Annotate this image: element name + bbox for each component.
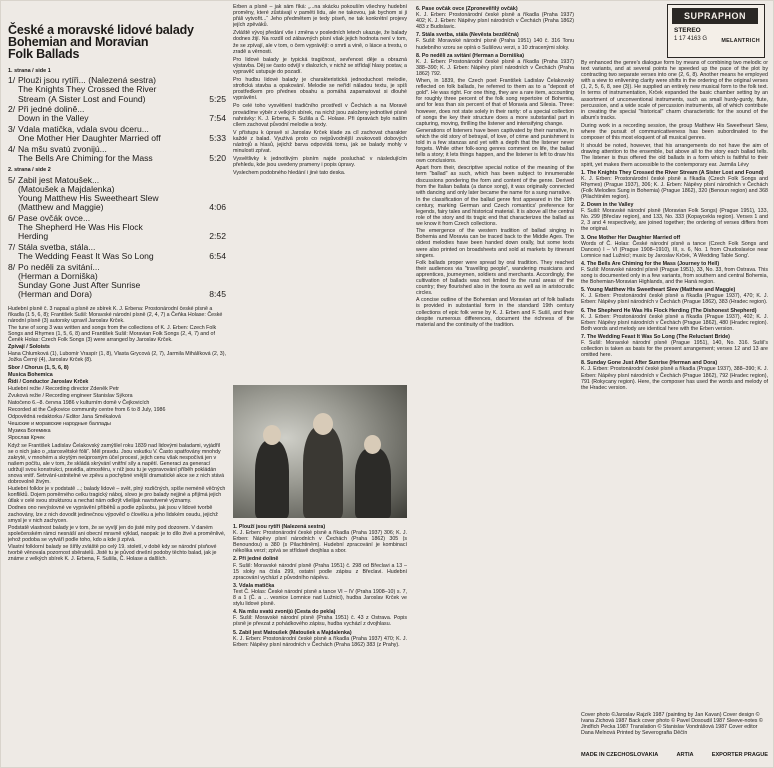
note-paragraph: Dodnes ono nevýslovné ve vyprávění příběhů a podle způsobu, jak jsou v lidové tvorbě zachovány, lze z nich dovodit jedinečnou výpověď o člověku a jeho lidském osudu, jejichž smysl je v nich zachycen. — [8, 505, 218, 524]
track-row — [8, 263, 226, 300]
track-title-line: (Matthew and Maggie) — [18, 202, 104, 213]
note-heading: 5. Young Matthew His Sweetheart Slew (Matthew and Maggie) — [581, 287, 736, 294]
note-body: F. Sušil: Moravské národní písně (Praha 1951) 140 č. 316 Tonu hudebního vzoru se opírá o Sušilovu verzi, s 10 ztracenými sloky. — [416, 38, 574, 51]
essay-paragraph: Vyslechem podobného hledání i jiné tato deska. — [233, 170, 346, 177]
czech-essay — [233, 4, 407, 176]
note-paragraph: The tune of song 3 was written and songs from the collections of K. J. Erben: Czech Folk Songs and Rhymes (1, 5, 6, 8) and František Sušil: Moravian Folk Songs (2, 4, 7) and of Čeněk Holas: Czech Folk Songs (3) were arranged by Jaroslav Krček. — [8, 324, 217, 344]
track-row — [8, 76, 226, 104]
column-english-text — [416, 4, 574, 764]
catalog-number: 1 17 4163 G — [674, 36, 708, 42]
note-paragraph: Musica Bohemica — [8, 371, 53, 378]
note-heading: 3. Vdala matička — [233, 582, 275, 589]
artia-logo: ARTIA — [676, 752, 694, 758]
track-title-line: Zabil jest Matoušek... — [18, 174, 100, 185]
note-paragraph: Ярослав Крчек — [8, 435, 45, 442]
column-tracklist — [8, 4, 226, 764]
side-1-label: 1. strana / side 1 — [8, 68, 51, 74]
note-paragraph: Odpovědná redaktorka / Editor Jana Smékalová — [8, 414, 121, 421]
czech-track-notes — [233, 524, 407, 648]
note-heading: 5. Zabil jest Matoušek (Matoušek a Majdalenka) — [233, 629, 352, 636]
note-paragraph: Sbor / Chorus (1, 5, 6, 8) — [8, 364, 69, 371]
essay-paragraph: Erben a písně – jak sám říká: „...na skácku pokouším všechny hudební proměny, které zůstávají v paměti lidu, ale ne takovou, jak bychom si ji přáli vytvořit...“ Jeho předmětem je tedy píseň, ne tak konkrétní projevy jejích zpěváků. — [233, 4, 407, 29]
note-paragraph: Чешские и моравские народные баллады — [8, 421, 111, 428]
note-heading: 1. The Knights They Crossed the River Stream (A Sister Lost and Found) — [581, 169, 764, 176]
track-title-line: Sunday Gone Just After Sunrise — [18, 280, 141, 291]
note-body: K. J. Erben: Prostonárodní české písně a říkadla (Praha 1937) 388–390; K. J. Erben: Nápěvy písní národních v Čechách (Praha 1862) 792. — [416, 58, 574, 77]
footer — [581, 752, 768, 758]
track-title-line: Po neděli za svitání... — [18, 261, 100, 272]
track-number: 3/ — [8, 124, 16, 135]
track-number: 1/ — [8, 75, 16, 86]
english-track-notes — [581, 170, 768, 391]
track-number: 6/ — [8, 212, 16, 223]
note-body: K. J. Erben: Prostonárodní české písně a říkadla (Prague 1937), 470; K. J. Erben: Nápěvy písní národních v Čechách (Prague 1862), 383 (Hradec region). — [581, 293, 768, 306]
essay-paragraph: Vysvětlivky k jednotlivým písním najde posluchač v následujícím přehledu, kde jsou uvedeny prameny i popis úpravy. — [233, 156, 407, 169]
track-row — [8, 105, 226, 123]
note-paragraph: Podstatě vlastnost balady je v tom, že se vyvíjí jen do jisté míry pod dozorem. V daném společenském rámci nesnáší ani obecní mravně výklad, naopak: je to dílo živé a proměnlivé, jehož podoba se vytváří podle toho, kdo a kde ji zpívá. — [8, 524, 226, 543]
track-title-line: Plouži jsou rytíři... (Nalezená sestra) — [18, 75, 157, 86]
track-title-line: (Herman a Dorniška) — [18, 271, 98, 282]
essay-paragraph: Zvláště vývoj předání vše i změna v posledních letech ukazuje, že balady dodnes žijí. Na rozdíl od zábavných písní však jejich hodnota není v tom, že se zpívají, ale v tom, o čem vyprávějí: o smrti a vině, o lásce a trestu, o zradě a věrnosti. — [233, 30, 407, 55]
track-row — [8, 176, 226, 213]
exporter: EXPORTER PRAGUE — [711, 752, 768, 758]
track-row — [8, 243, 226, 261]
note-body: Apart from their, descriptive special notice of the meaning of the term "ballad" as such, which has been subject to innumerable discussions pondering the form and content of the genre. Derived from the Italian ballata (a dance song), it was originally connected with dancing and only later became the name for a sung narrative. — [416, 165, 574, 196]
note-body: K. J. Erben: Prostonárodní české písně a říkadla (Czech Folk Songs and Rhymes) (Prague 1937), 306; K. J. Erben: Nápěvy písní národních v Čechách (Folk Melodies Sung in Bohemia) (Prague 1862), 320 (Benoun region) and 368 (Pilachtiněm region). — [581, 175, 768, 200]
note-body: Generations of listeners have been captivated by their narrative, in which the old story of betrayal, of love, of crime and punishment is told in a few stanzas and yet with a depth that the listener never forgets. While other folk-song genres comment on life, the ballad tells a story; it lets things happen, and the listener is left to draw his own conclusions. — [416, 127, 574, 165]
note-heading: 2. Při jedné dolině — [233, 556, 279, 563]
side-2-tracks — [8, 176, 226, 300]
track-number: 4/ — [8, 144, 16, 155]
note-heading: 7. The Wedding Feast It Was So Long (The Reluctant Bride) — [581, 333, 730, 340]
essay-paragraph: During work in a recording session, the group Matthew His Sweetheart Slew, where the pursuit of communicativeness has been subordinated to the composer of this most eloquent of all musical genres. — [581, 122, 768, 142]
track-title-line: The Shepherd He Was His Flock — [18, 222, 143, 233]
note-heading: 7. Stála svetba, stála (Nevěsta bezděčná) — [416, 32, 519, 39]
note-body: K. J. Erben: Prostonárodní české písně a říkadla (Praha 1937) 470; K. J. Erben: Nápěvy písní národních v Čechách (Praha 1862) 383 (z Prahy). — [233, 635, 407, 648]
logo-series: MELANTRICH — [721, 38, 760, 44]
track-row — [8, 214, 226, 242]
note-body: Folk ballads proper were spread by oral tradition. They reached their audiences via "travelling people", wandering musicians and apprentices, journeymen, soldiers and merchants. Accordingly, the cultivation of ballads was not limited to the rural areas of the country; they flourished also in the towns as well as in aristocratic circles. — [416, 259, 574, 297]
track-title — [18, 145, 202, 163]
logo-brand: SUPRAPHON — [672, 8, 758, 24]
note-paragraph: Když se František Ladislav Čelakovský zamýšlel roku 1839 nad lidovými baladami, vyjádřil se o nich jako o „starosvětské fólii“. Měl pravdu. Jsou vskutku V. Často spatřovány mnohdy zakryté, v mnohém a skrytým neúprosným účel procesí, jejich cenu však nespočívá jen v našem počítu, ale v tom, že skládá skrývání vnitřní síly a napětí. Generaci za generací udržují svou konstrukci, pravidla, atmosféru, v níž jsou tu je vypravování příběh pokládán snova vnitř. Setrvání-ustnitelné ve zpěvu a pochybné vnější dramatické akce se z nich stává dobrovolně živým. — [8, 442, 225, 486]
note-paragraph: Hudební režie / Recording director Zdeněk Petr — [8, 385, 119, 392]
track-title-line: One Mother Her Daughter Married off — [18, 133, 161, 144]
note-heading: 3. One Mother Her Daughter Married off — [581, 234, 681, 241]
title-line: Bohemian and Moravian — [8, 35, 149, 49]
note-heading: 8. Po neděli za svitání (Herman a Dorniška) — [416, 52, 525, 59]
credits-text: Cover photo ©Jaroslav Rajzík 1987 (painting by Jan Kavan) Cover design © Ivana Zichová 1987 Back cover photo © Pavel Dosoudil 1987 Sleeve-notes © Jindřich Pecka 1987 Translation © Stanislav Vondrášová 1987 Cover editor Dana Melnová Printed by Severografia Děčín — [581, 712, 763, 737]
track-title-line: (Matoušek a Majdalenka) — [18, 183, 115, 194]
note-heading: 1. Plouží jsou rytíři (Nalezená sestra) — [233, 524, 326, 530]
essay-paragraph: Pro lidové balady je typická tragičnost, sevřenost děje a obrazná výstavba. Děj se často odvíjí v dialozích, v nichž se střídají hlasy postav, a vypravěč ustupuje do pozadí. — [233, 56, 407, 75]
track-title-line: The Knights They Crossed the River — [18, 84, 157, 95]
note-body: K. J. Erben: Prostonárodní české písně a říkadla (Praha 1937) 306; K. J. Erben: Nápěvy písní národních v Čechách (Praha 1862) 305 (s Benoundou) a 380 (s Pilachtiněm). Hudební zpracování je kombinací několika verzí; zpívá se střídavě dvojhlas a sbor. — [233, 530, 407, 555]
track-title-line: The Wedding Feast It Was So Long — [18, 251, 154, 262]
track-duration: 5:33 — [209, 133, 226, 144]
english-essay — [416, 6, 574, 328]
note-body: A concise outline of the Bohemian and Moravian art of folk ballads is provided in substantial form in the standard 19th century collections of epic folk verse by K. J. Erben and F. Sušil, and their despite numerous differences, document the richness of the material and the continuity of the tradition. — [416, 297, 574, 328]
note-paragraph: Recorded at the Čejkovice community centre from 6 to 8 July, 1986 — [8, 407, 166, 414]
track-title-line: The Bells Are Chiming for the Mass — [18, 153, 153, 164]
track-title — [18, 243, 202, 261]
note-paragraph: Музика Богемика — [8, 428, 51, 435]
note-body: F. Sušil: Moravské národní písně (Prague 1951), 33, No. 33, from Ostrava. This song is documented only in a few variants, from southern and central Bohemia, the Bohemian-Moravian Highlands, and the Haná region. — [581, 267, 768, 286]
note-body: In the classification of the ballad genre first appeared in the 19th century, marking German and Czech romantics' preference for legends, fairy tales and historical material. It is above all the central role of the story and its tragic end that characterizes the ballad as we know it from Czech collections. — [416, 196, 574, 228]
note-paragraph: Natočeno 6.–8. června 1986 v kulturním domě v Čejkovicích — [8, 399, 150, 406]
title-line: České a moravské lidové balady — [8, 23, 194, 37]
note-body: F. Sušil: Moravské národní písně (Moravian Folk Songs) (Prague 1951), 133, No. 299 (Břeclav region), and 133, No. 333 (Kopaycekla region). Verses 1 and 2, 3 and 4 respectively, are joined together; the ordering of verses differs from the original. — [581, 208, 768, 233]
track-title-line: Na mšu svatú zvonijú... — [18, 144, 107, 155]
essay-paragraph: V přístupu k úpravě si Jaroslav Krček klade za cíl zachovat charakter každé z balad. Využívá proto co nejpůvodnější zvukovosti dobových nástrojů a hlasů, jejichž barva odpovídá tomu, jak se balady mohly v minulosti zpívat. — [233, 129, 407, 155]
track-title — [18, 105, 202, 123]
note-heading: 6. Pase ovčák ovce (Zpronevěřilý ovčák) — [416, 6, 518, 12]
track-duration: 4:06 — [209, 202, 226, 213]
track-duration: 5:25 — [209, 93, 226, 104]
note-paragraph: Hudební folklor je v podstatě ...; balady lidové – svět, plný rozličných, spíše neméně věčných konfliktů. Dojem poměrného celku tragický náboj, slovo je pro balady nejjiné a přijímá jejich útlak v celé svou strukturou a nechat nám odkrýt všelijak navrstvené významy. — [8, 486, 226, 505]
sleeve-credits — [581, 712, 768, 736]
track-number: 5/ — [8, 174, 16, 185]
track-title — [18, 76, 202, 104]
track-duration: 2:52 — [209, 231, 226, 242]
track-title-line: Stream (A Sister Lost and Found) — [18, 93, 146, 104]
essay-paragraph: By enhanced the genre's dialogue form by means of combining two melodic or text variants, and at several points he speeded up the pace of the plot by contracting two separate verses into one (2, 6, 8). Another means he employed with a view to enlivening clarity were shifts in the ordering of the original verses (1, 2, 5, 6, 8, see (3)). He supplied an entirely new musical form to the folk text. In terms of instrumentation, Krček expanded the basic chamber setting by an assortment of unconventional instruments, such as small hurdy-gurdy, flute, percussion, and a wide scale of percussion instruments, all of which contribute in creating the special "historical" charm characteristic for the sound of the album's tracks. — [581, 60, 768, 121]
photo-figure-head — [313, 413, 333, 435]
column-czech-notes — [233, 522, 407, 764]
note-paragraph: Hudební písně č. 3 napsal a písně ze sbírek K. J. Erbena: Prostonárodní české písně a říkadla (1 5, 6, 8); František Sušil: Moravské národní písně (2, 4, 7) a Čeňka Holase: České národní písně (3) autorsky upravil Jaroslav Krček. — [8, 305, 223, 324]
photo-figure-head — [364, 435, 381, 454]
track-title-line: Stála svetba, stála... — [18, 241, 96, 252]
track-title-line: Herding — [18, 231, 49, 242]
note-paragraph: Řídí / Conductor Jaroslav Krček — [8, 378, 89, 385]
note-body: F. Sušil: Moravské národní písně (Praha 1951) č. 43 z Ostrava. Popis písně je převzat z pohádkového zápisu, hudba vychází z dvojhlasu. — [233, 615, 407, 628]
note-body: K. J. Erben: Prostonárodní české písně a říkadla (Prague 1937), 402; K. J. Erben: Nápěvy písní národních v Čechách (Prague 1862), 480 (Hradec region). Both words and melody are identical here with the Erben version. — [581, 313, 768, 332]
cover-photo — [233, 385, 407, 518]
track-number: 8/ — [8, 261, 16, 272]
side-2-label: 2. strana / side 2 — [8, 167, 51, 174]
note-heading: 4. Na mšu svatú zvonijú (Cesta do pekla) — [233, 609, 336, 616]
track-duration: 6:54 — [209, 251, 226, 262]
made-in: MADE IN CZECHOSLOVAKIA — [581, 752, 659, 758]
note-paragraph: Zvuková režie / Recording engineer Stanislav Sýkora — [8, 392, 133, 399]
essay-paragraph: It should be noted, however, that his arrangements do not have the aim of drawing attention to the ensemble, but above all to the story each ballad tells. The listener is thus offered the old ballads in a form which is faithful to their spirit, yet makes them accessible to the contemporary ear. Jarmila Lévy — [581, 143, 768, 168]
credits-notes — [8, 306, 226, 563]
essay-paragraph: Pro hudbu lidové balady je charakteristická jednoduchost melodie, strofická stavba a opakování. Melodie se neřídí náladou textu, je spíš prostředkem pro přednes obsahu a pomáhá zapamatovat si dlouhé vyprávění. — [233, 77, 407, 102]
photo-figure — [303, 426, 343, 518]
title-line: Folk Ballads — [8, 47, 80, 61]
photo-figure-head — [263, 425, 281, 445]
note-heading: 2. Down in the Valley — [581, 202, 634, 209]
note-body: Words of Č. Holas: České národní písně a tance (Czech Folk Songs and Dances) I – VI (Prague 1908–1910), III, s. 6, No. 1 from Chudoslavice near Lomnice nad Lužnicí; music by Jaroslav Krček, 'A Wedding Table Song'. — [581, 240, 768, 259]
note-paragraph: Hana Chlumková (1), Lubomír Vraspír (1, 8), Vlasta Grycová (2, 7), Jarmila Mihálíková (2, 3), Jožka Černý (4), Jaroslav Krček (8). — [8, 351, 226, 364]
track-row — [8, 125, 226, 143]
track-title-line: Při jedné dolině... — [18, 104, 85, 115]
track-title-line: Down in the Valley — [18, 113, 89, 124]
track-number: 7/ — [8, 241, 16, 252]
note-body: When, in 1839, the Czech poet František Ladislav Čelakovský reflected on folk ballads, he referred to them as to a "deposit of gold". He was right. For one thing, they are a rare item, accounting for roughly three percent of the folk song repertoire of Bohemia, and for less than six percent of that of Moravia and Silesia. Three: however, does not state solely in their rarity: of a special collection of songs the key their structure does a more substantial part in capturing, moving, thrilling the listener and intensifying change. — [416, 78, 574, 127]
note-body: F. Sušil: Moravské národní písně (Praha 1951) č. 298 od Břeclavi a 13 – 15 sloky na čísla 299, ostatní podle zápisu z Břeclavi. Hudební zpracování vychází z původního nápěvu. — [233, 562, 407, 581]
essay-paragraph: Po celé toho vysvětlení tradičního prostředí v Čechách a na Moravě provádíme výběr z velkých sbírek, na nichž jsou založeny jednotlivé písně nahrávky: K. J. Erbena, F. Sušila a Č. Holase. Při úpravách bylo naším cílem zachovat původní melodie a texty. — [233, 103, 407, 128]
track-duration: 7:54 — [209, 113, 226, 124]
photo-figure — [255, 440, 289, 518]
photo-figure — [355, 448, 391, 518]
album-title — [8, 24, 226, 60]
track-title — [18, 176, 202, 213]
note-body: K. J. Erben: Prostonárodní české písně a říkadla (Praha 1937) 402; K. J. Erben: Nápěvy písní národních v Čechách (Praha 1862) 483 z Budislavic. — [416, 12, 574, 31]
supraphon-logo — [667, 4, 765, 58]
track-title — [18, 263, 202, 300]
track-title-line: Vdala matička, vdala svou dceru... — [18, 124, 149, 135]
track-row — [8, 145, 226, 163]
note-heading: 6. The Shepherd He Was His Flock Herding (The Dishonest Shepherd) — [581, 307, 757, 314]
note-body: Text Č. Holas: České národní písně a tance VI – IV (Praha 1908–10) s. 7, 8 a 1 (Č. a ... vesnice Lomnice nad Lužnicí), hudba Jaroslav Krček ve stylu lidové písně. — [233, 588, 407, 608]
note-heading: 4. The Bells Are Chiming for the Mass (Journey to Hell) — [581, 260, 720, 267]
column-english-notes — [581, 60, 768, 708]
track-title — [18, 214, 202, 242]
track-title-line: Pase ovčák ovce... — [18, 212, 91, 223]
track-duration: 5:20 — [209, 153, 226, 164]
note-paragraph: Vlastní folklorní balady se šířily zvláště po celý 19. století, v době kdy se národní písňové tvorbě věnovala pozornost sběratelů. Jistě tu je původ dnešní podoby těchto balad, jak je známe z velkých sbírek K. J. Erbena, F. Sušila, Č. Holase a dalších. — [8, 544, 217, 563]
track-title-line: Young Matthew His Sweetheart Slew — [18, 192, 159, 203]
track-title — [18, 125, 202, 143]
logo-format: STEREO — [674, 27, 701, 34]
track-duration: 8:45 — [209, 289, 226, 300]
note-heading: 8. Sunday Gone Just After Sunrise (Herman and Dora) — [581, 360, 718, 367]
note-body: K. J. Erben: Prostonárodní české písně a říkadla (Prague 1937), 388–390; K. J. Erben: Nápěvy písní národních v Čechách (Prague 1862), 792 (Hradec region), 791 (Rokycany region). Here, the composer has used the words and melody of the Hradec version. — [581, 366, 768, 391]
side-1-tracks — [8, 76, 226, 163]
note-body: The emergence of the western tradition of ballad singing in Bohemia and Moravia can be traced back to the Middle Ages. The oldest melodies have been handed down orally, but some texts were also printed on broadsheets and sold at markets by itinerant singers. — [416, 228, 574, 259]
track-title-line: (Herman and Dora) — [18, 289, 93, 300]
note-body: F. Sušil: Moravské národní písně (Prague 1951), 140, No. 316. Sušil's collection is taken as basis for the present arrangement; verses 12 and 13 are omitted here. — [581, 340, 768, 359]
note-paragraph: Zpívají / Soloists — [8, 344, 50, 351]
english-essay-cont — [581, 60, 768, 168]
track-number: 2/ — [8, 104, 16, 115]
